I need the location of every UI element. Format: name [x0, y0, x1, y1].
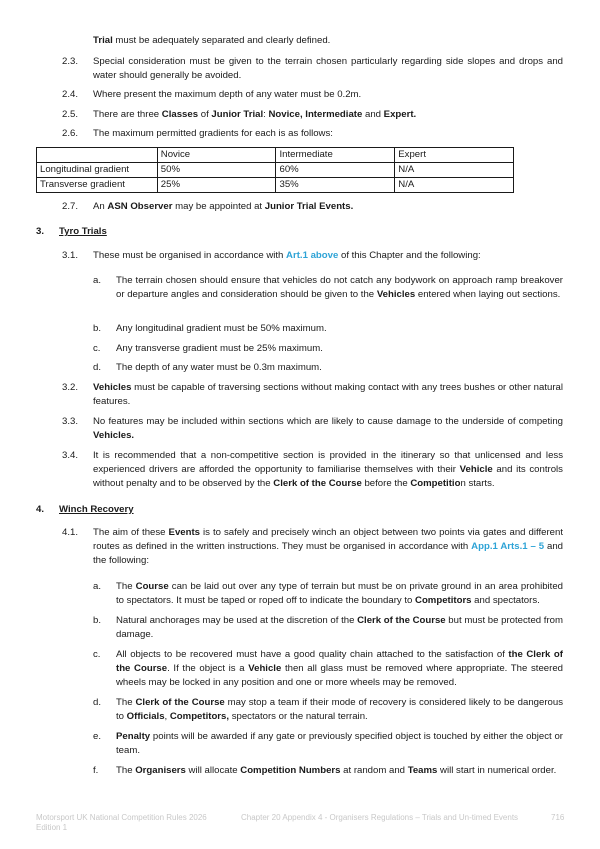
- section-number: 4.: [36, 504, 45, 515]
- table-cell: N/A: [395, 163, 514, 178]
- table-cell: 25%: [157, 178, 276, 193]
- table-cell: N/A: [395, 178, 514, 193]
- list-item: All objects to be recovered must have a good quality chain attached to the satisfaction of the Clerk of the Course. If the object is a Vehicle then all glass must be removed where appropriate. The steered wheels may be locked in any position and one or more wheels may be removed.: [116, 649, 563, 688]
- list-letter: f.: [93, 765, 99, 776]
- section-heading-tyro-trials: Tyro Trials: [59, 226, 107, 237]
- footer-document-title: Motorsport UK National Competition Rules 2026: [36, 813, 207, 822]
- list-letter: c.: [93, 343, 101, 354]
- clause-3-3: No features may be included within sections which are likely to cause damage to the underside of competing Vehicles.: [93, 416, 563, 441]
- table-row: [37, 178, 514, 193]
- list-item: Penalty points will be awarded if any gate or previously specified object is touched by either the object or team.: [116, 731, 563, 756]
- clause-2-5: There are three Classes of Junior Trial: Novice, Intermediate and Expert.: [93, 109, 417, 120]
- list-item: Natural anchorages may be used at the discretion of the Clerk of the Course but must be protected from damage.: [116, 615, 563, 640]
- list-letter: c.: [93, 649, 101, 660]
- clause-number: 2.5.: [62, 109, 79, 120]
- cross-reference-link[interactable]: Art.1 above: [286, 250, 339, 261]
- table-cell: 60%: [276, 163, 395, 178]
- clause-number: 4.1.: [62, 527, 79, 538]
- list-item: The depth of any water must be 0.3m maximum.: [116, 362, 322, 373]
- cross-reference-link[interactable]: App.1 Arts.1 – 5: [471, 541, 545, 552]
- table-header-cell: Intermediate: [276, 148, 395, 163]
- paragraph-trial-continuation: Trial must be adequately separated and clearly defined.: [93, 35, 331, 46]
- list-letter: a.: [93, 275, 102, 286]
- list-letter: d.: [93, 362, 102, 373]
- table-header-cell: [37, 148, 158, 163]
- list-letter: d.: [93, 697, 102, 708]
- table-header-cell: Expert: [395, 148, 514, 163]
- list-letter: e.: [93, 731, 102, 742]
- footer-chapter-title: Chapter 20 Appendix 4 - Organisers Regulations – Trials and Un-timed Events: [241, 813, 519, 822]
- table-header-cell: Novice: [157, 148, 276, 163]
- section-heading-winch-recovery: Winch Recovery: [59, 504, 134, 515]
- gradient-table: [36, 147, 514, 193]
- list-item: The Clerk of the Course may stop a team if their mode of recovery is considered likely to be dangerous to Officials, Competitors, spectators or the natural terrain.: [116, 697, 563, 722]
- clause-2-6: The maximum permitted gradients for each is as follows:: [93, 128, 333, 139]
- list-letter: a.: [93, 581, 102, 592]
- list-item: The Course can be laid out over any type of terrain but must be on private ground in an area prohibited to spectators. It must be taped or roped off to indicate the boundary to Competitors and spectators.: [116, 581, 564, 606]
- clause-number: 2.6.: [62, 128, 79, 139]
- clause-number: 3.2.: [62, 382, 79, 393]
- clause-3-4: It is recommended that a non-competitive section is provided in the itinerary so that unlicensed and less experienced drivers are afforded the opportunity to familiarise themselves with their Vehicle and its controls without penalty and to be observed by the Clerk of the Course before the Competition starts.: [93, 450, 563, 489]
- section-number: 3.: [36, 226, 45, 237]
- clause-3-1: These must be organised in accordance with Art.1 above of this Chapter and the following:: [93, 250, 481, 261]
- table-cell: Longitudinal gradient: [37, 163, 158, 178]
- clause-number: 2.4.: [62, 89, 79, 100]
- list-letter: b.: [93, 615, 102, 626]
- clause-3-2: Vehicles must be capable of traversing sections without making contact with any trees bushes or other natural features.: [93, 382, 563, 407]
- table-header-row: [37, 148, 514, 163]
- list-item: Any longitudinal gradient must be 50% maximum.: [116, 323, 327, 334]
- clause-number: 3.1.: [62, 250, 79, 261]
- clause-number: 3.4.: [62, 450, 79, 461]
- list-item: The terrain chosen should ensure that vehicles do not catch any bodywork on approach ramp breakover or departure angles and consideration should be given to the Vehicles entered when laying out sections.: [116, 275, 563, 300]
- footer-edition: Edition 1: [36, 823, 68, 832]
- table-row: [37, 163, 514, 178]
- table-cell: Transverse gradient: [37, 178, 158, 193]
- table-cell: 35%: [276, 178, 395, 193]
- clause-number: 3.3.: [62, 416, 79, 427]
- clause-4-1: The aim of these Events is to safely and precisely winch an object between two points via gates and different routes as defined in the written instructions. They must be organised in accordance with App.1 Arts.1 – 5 and the following:: [93, 527, 563, 566]
- list-item: The Organisers will allocate Competition Numbers at random and Teams will start in numerical order.: [116, 765, 557, 776]
- list-item: Any transverse gradient must be 25% maximum.: [116, 343, 323, 354]
- table-cell: 50%: [157, 163, 276, 178]
- clause-2-3: Special consideration must be given to the terrain chosen particularly regarding side slopes and drops and water should generally be avoided.: [93, 56, 563, 81]
- clause-2-4: Where present the maximum depth of any water must be 0.2m.: [93, 89, 362, 100]
- clause-number: 2.3.: [62, 56, 79, 67]
- clause-2-7: An ASN Observer may be appointed at Junior Trial Events.: [93, 201, 354, 212]
- footer-page-number: 716: [551, 813, 565, 822]
- clause-number: 2.7.: [62, 201, 79, 212]
- list-letter: b.: [93, 323, 102, 334]
